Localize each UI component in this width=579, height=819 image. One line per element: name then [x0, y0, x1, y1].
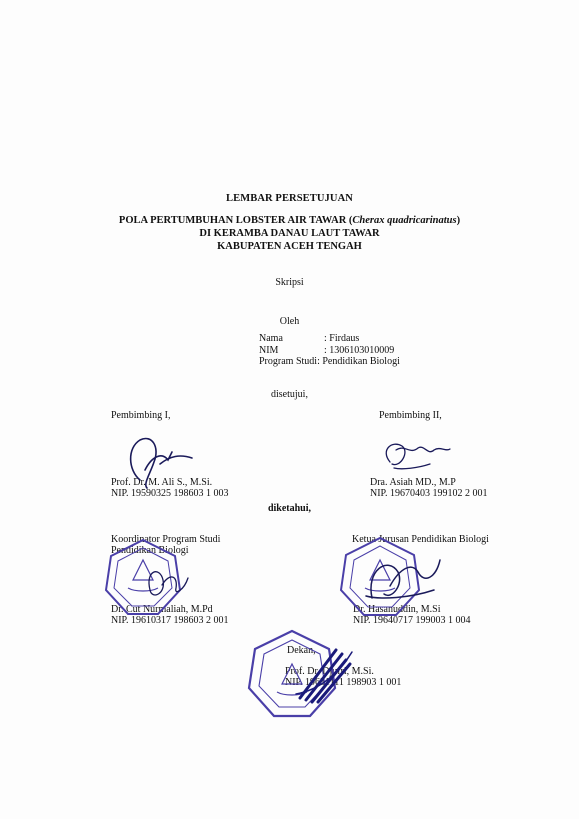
- dean-details: [285, 666, 401, 688]
- supervisor-1-role: Pembimbing I,: [111, 410, 171, 421]
- coordinator-role: [111, 534, 220, 556]
- head-role: Ketua Jurusan Pendidikan Biologi: [352, 534, 489, 545]
- document-type: Skripsi: [275, 277, 304, 288]
- author-name-row: [259, 333, 400, 345]
- supervisor-1-name: Prof. Dr. M. Ali S., M.Si.: [111, 477, 213, 488]
- dean-role: Dekan,: [287, 645, 316, 656]
- program-label: Program Studi: [259, 356, 318, 367]
- name-label: Nama: [259, 333, 283, 344]
- head-nip: NIP. 19640717 199003 1 004: [353, 615, 471, 626]
- thesis-title-line-1: [0, 214, 579, 227]
- page-heading: LEMBAR PERSETUJUAN: [226, 193, 353, 204]
- dean-nip: NIP. 19631111 198903 1 001: [285, 677, 402, 688]
- nim-value: : 1306103010009: [324, 344, 395, 356]
- title-prefix: POLA PERTUMBUHAN LOBSTER AIR TAWAR (: [118, 215, 353, 226]
- title-suffix: ): [456, 215, 461, 226]
- coordinator-signature: [149, 572, 188, 595]
- supervisor-2-signature: [386, 444, 450, 469]
- thesis-title-line-3: KABUPATEN ACEH TENGAH: [217, 241, 362, 252]
- supervisor-1-nip: NIP. 19590325 198603 1 003: [111, 488, 229, 499]
- supervisor-2-details: [370, 477, 488, 499]
- author-info: [259, 333, 400, 368]
- supervisor-2-name: Dra. Asiah MD., M.P: [370, 477, 456, 488]
- by-label: Oleh: [279, 316, 300, 327]
- coordinator-name: Dr. Cut Nurmaliah, M.Pd: [111, 604, 213, 615]
- supervisor-2-role: Pembimbing II,: [379, 410, 442, 421]
- coordinator-nip: NIP. 19610317 198603 2 001: [111, 615, 229, 626]
- supervisor-2-nip: NIP. 19670403 199102 2 001: [370, 488, 488, 499]
- supervisor-1-details: [111, 477, 229, 499]
- head-signature: [366, 560, 440, 598]
- author-nim-row: [259, 345, 400, 357]
- species-name: Cherax quadricarinatus: [352, 215, 457, 226]
- dean-name: Prof. Dr. Djufri, M.Si.: [285, 666, 374, 677]
- head-name: Dr. Hasanuddin, M.Si: [353, 604, 441, 615]
- program-value: : Pendidikan Biologi: [317, 356, 400, 367]
- known-label: diketahui,: [267, 503, 312, 514]
- coordinator-details: [111, 604, 229, 626]
- name-value: : Firdaus: [324, 333, 360, 344]
- head-details: [353, 604, 471, 626]
- nim-label: NIM: [259, 344, 279, 356]
- author-program-row: [259, 356, 400, 368]
- coordinator-role-line-1: Koordinator Program Studi: [111, 534, 221, 545]
- approved-label: disetujui,: [271, 389, 308, 400]
- coordinator-role-line-2: Pendidikan Biologi: [111, 545, 189, 556]
- thesis-title-line-2: DI KERAMBA DANAU LAUT TAWAR: [199, 228, 380, 239]
